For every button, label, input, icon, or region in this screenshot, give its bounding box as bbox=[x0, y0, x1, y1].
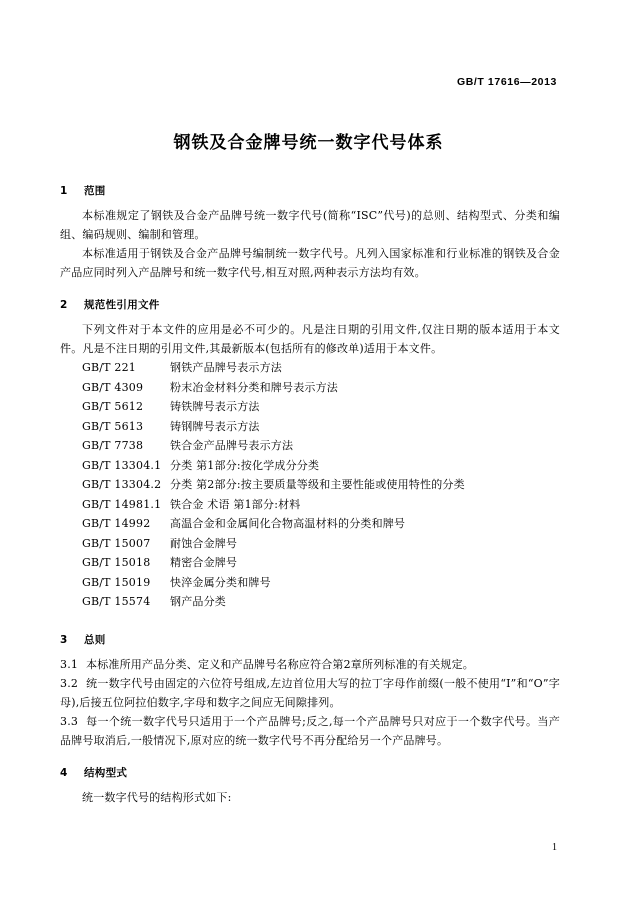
clause-text: 统一数字代号由固定的六位符号组成,左边首位用大写的拉丁字母作前缀(一般不使用“I”和“O”字母),后接五位阿拉伯数字,字母和数字之间应无间隙排列。 bbox=[60, 676, 560, 709]
section-number-1: 1 bbox=[60, 185, 68, 197]
clause-label: 3.2 bbox=[60, 676, 79, 690]
section-number-3: 3 bbox=[60, 633, 68, 646]
reference-name: 钢铁产品牌号表示方法 bbox=[170, 361, 282, 374]
reference-name: 粉末冶金材料分类和牌号表示方法 bbox=[170, 380, 338, 394]
section-title-4: 结构型式 bbox=[84, 766, 128, 779]
reference-code: GB/T 14992 bbox=[82, 517, 151, 530]
reference-name: 铁合金 术语 第1部分:材料 bbox=[170, 497, 301, 511]
section-4-paragraph-1: 统一数字代号的结构形式如下: bbox=[82, 790, 232, 804]
section-2-paragraph-1: 下列文件对于本文件的应用是必不可少的。凡是注日期的引用文件,仅注日期的版本适用于本文件。凡是不注日期的引用文件,其最新版本(包括所有的修改单)适用于本文件。 bbox=[60, 323, 560, 355]
reference-name: 精密合金牌号 bbox=[170, 556, 238, 569]
list-item bbox=[60, 534, 560, 554]
list-item bbox=[60, 378, 560, 398]
reference-name: 铸钢牌号表示方法 bbox=[170, 419, 260, 433]
page-title: 钢铁及合金牌号统一数字代号体系 bbox=[173, 133, 444, 153]
clause-label: 3.3 bbox=[60, 714, 79, 728]
section-heading-4 bbox=[60, 765, 560, 780]
normative-references-list bbox=[60, 358, 560, 612]
list-item bbox=[60, 436, 560, 456]
page-header-standard-code: GB/T 17616—2013 bbox=[456, 76, 557, 88]
list-item bbox=[60, 573, 560, 593]
section-heading-1 bbox=[60, 183, 560, 198]
list-item bbox=[60, 495, 560, 515]
list-item bbox=[60, 475, 560, 495]
list-item bbox=[60, 358, 560, 378]
section-number-2: 2 bbox=[60, 299, 68, 311]
reference-code: GB/T 15007 bbox=[82, 536, 151, 550]
list-item bbox=[60, 592, 560, 612]
reference-code: GB/T 15574 bbox=[82, 595, 151, 608]
reference-code: GB/T 14981.1 bbox=[82, 497, 162, 511]
reference-name: 高温合金和金属间化合物高温材料的分类和牌号 bbox=[170, 517, 406, 530]
list-item bbox=[60, 397, 560, 417]
reference-code: GB/T 13304.1 bbox=[82, 458, 162, 472]
section-1-paragraph-2: 本标准适用于钢铁及合金产品牌号编制统一数字代号。凡列入国家标准和行业标准的钢铁及合金产品应同时列入产品牌号和统一数字代号,相互对照,两种表示方法均有效。 bbox=[60, 247, 560, 279]
list-item bbox=[60, 417, 560, 437]
section-title-3: 总则 bbox=[84, 633, 106, 646]
section-title-2: 规范性引用文件 bbox=[84, 299, 160, 311]
clause-label: 3.1 bbox=[60, 657, 79, 671]
reference-name: 分类 第1部分:按化学成分分类 bbox=[170, 458, 320, 472]
clause-3-2 bbox=[60, 674, 560, 712]
section-title-1: 范围 bbox=[84, 185, 106, 197]
reference-code: GB/T 13304.2 bbox=[82, 478, 162, 491]
page-number: 1 bbox=[552, 842, 557, 853]
reference-name: 分类 第2部分:按主要质量等级和主要性能或使用特性的分类 bbox=[170, 478, 465, 491]
section-heading-3 bbox=[60, 632, 560, 647]
reference-code: GB/T 5613 bbox=[82, 419, 144, 433]
document-body bbox=[60, 183, 560, 807]
list-item bbox=[60, 456, 560, 476]
section-number-4: 4 bbox=[60, 766, 68, 779]
reference-name: 铸铁牌号表示方法 bbox=[170, 400, 260, 413]
reference-code: GB/T 221 bbox=[82, 361, 137, 374]
reference-name: 钢产品分类 bbox=[170, 595, 226, 608]
reference-code: GB/T 5612 bbox=[82, 400, 144, 413]
clause-3-1 bbox=[60, 655, 560, 674]
reference-name: 铁合金产品牌号表示方法 bbox=[170, 439, 294, 452]
reference-code: GB/T 4309 bbox=[82, 380, 144, 394]
section-heading-2 bbox=[60, 297, 560, 312]
reference-name: 耐蚀合金牌号 bbox=[170, 536, 238, 550]
clause-3-3 bbox=[60, 712, 560, 750]
list-item bbox=[60, 553, 560, 573]
reference-code: GB/T 15018 bbox=[82, 556, 151, 569]
reference-name: 快淬金属分类和牌号 bbox=[170, 575, 271, 589]
clause-text: 每一个统一数字代号只适用于一个产品牌号;反之,每一个产品牌号只对应于一个数字代号。当产品牌号取消后,一般情况下,原对应的统一数字代号不再分配给另一个产品牌号。 bbox=[60, 714, 560, 747]
reference-code: GB/T 15019 bbox=[82, 575, 151, 589]
section-1-paragraph-1: 本标准规定了钢铁及合金产品牌号统一数字代号(简称“ISC”代号)的总则、结构型式、分类和编组、编码规则、编制和管理。 bbox=[60, 209, 560, 241]
reference-code: GB/T 7738 bbox=[82, 439, 144, 452]
list-item bbox=[60, 514, 560, 534]
clause-text: 本标准所用产品分类、定义和产品牌号名称应符合第2章所列标准的有关规定。 bbox=[86, 657, 474, 671]
